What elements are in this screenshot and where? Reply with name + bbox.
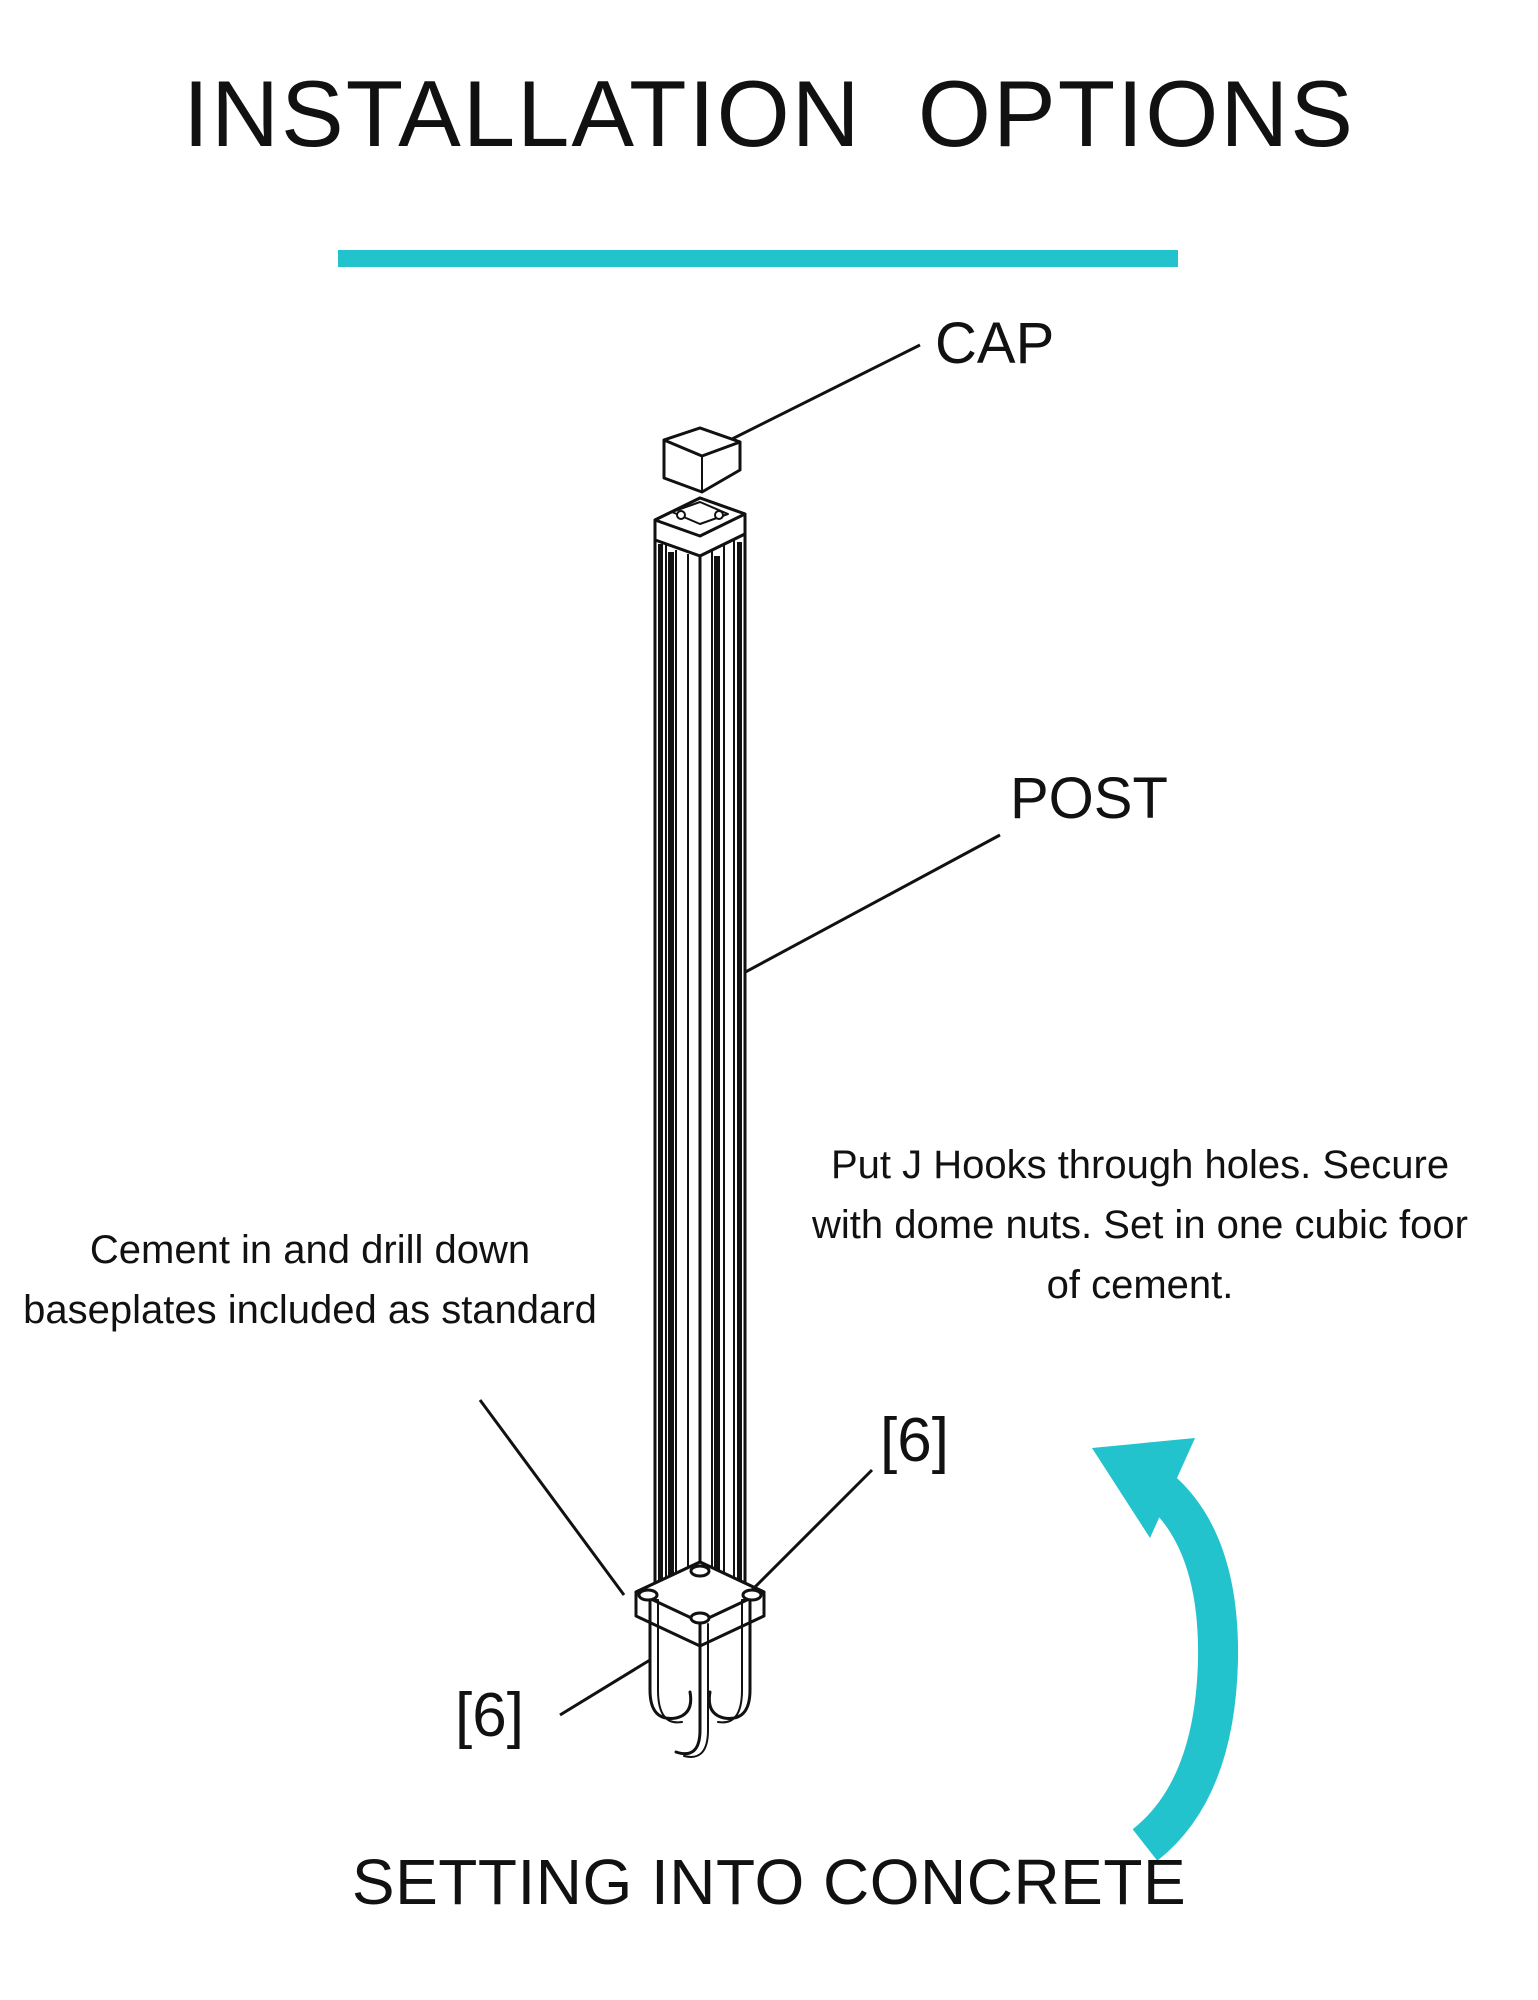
post-part (655, 498, 745, 1622)
leader-line-post (712, 835, 1000, 990)
dome-nut-icon (691, 1613, 709, 1623)
quantity-j-hooks: [6] (455, 1681, 524, 1750)
note-baseplates: Cement in and drill down baseplates included as standard (23, 1228, 597, 1332)
dome-nut-icon (639, 1590, 657, 1600)
page-footer-caption: SETTING INTO CONCRETE (351, 1846, 1187, 1918)
dome-nut-icon (691, 1566, 709, 1576)
leader-line-dome-nuts (752, 1470, 872, 1590)
dome-nut-icon (743, 1590, 761, 1600)
leader-line-j-hooks (560, 1660, 650, 1715)
page-title: INSTALLATION OPTIONS (183, 61, 1355, 166)
note-j-hooks: Put J Hooks through holes. Secure with dome nuts. Set in one cubic foor of cement. (812, 1143, 1468, 1307)
quantity-dome-nuts: [6] (880, 1406, 949, 1475)
leader-line-baseplate (480, 1400, 624, 1595)
label-cap: CAP (935, 311, 1055, 376)
curved-arrow-icon (1092, 1438, 1218, 1845)
label-post: POST (1010, 766, 1168, 831)
cap-part (664, 428, 740, 492)
